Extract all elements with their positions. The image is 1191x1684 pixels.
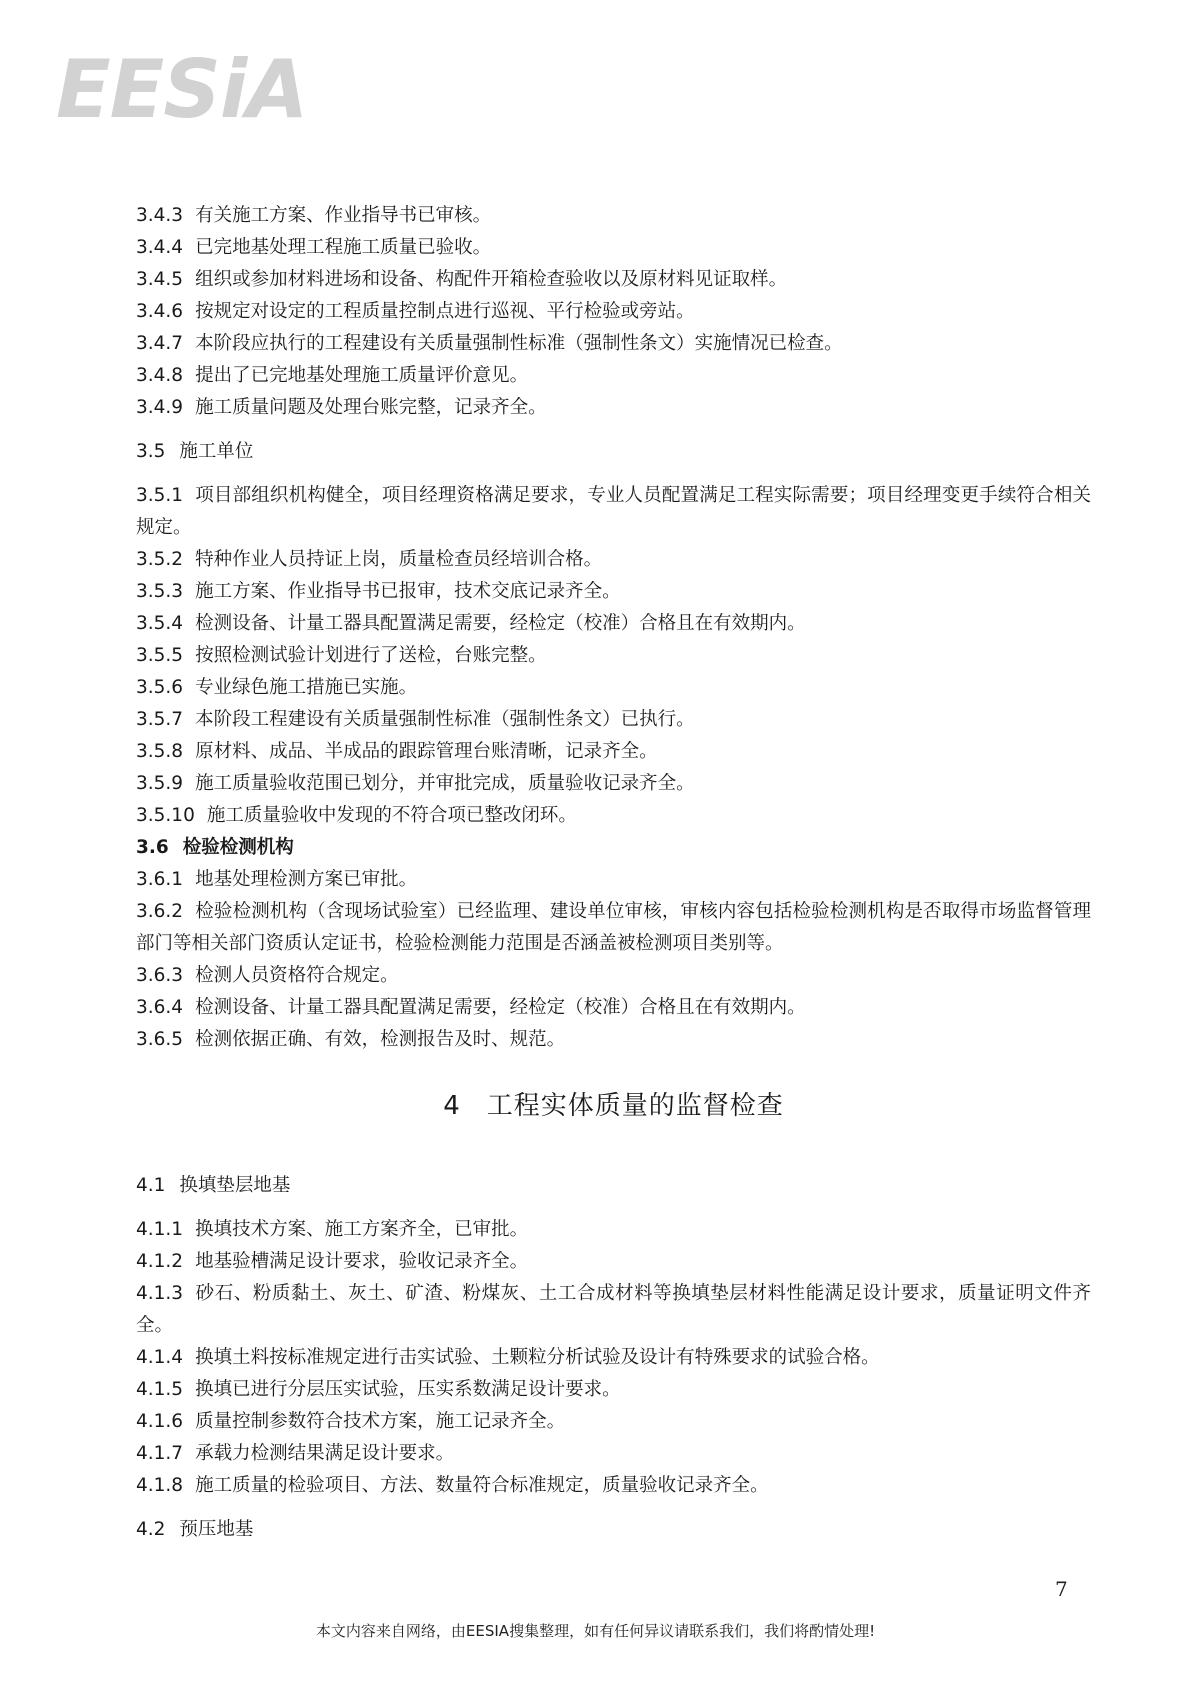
clause-3-4-8: 3.4.8 提出了已完地基处理施工质量评价意见。 xyxy=(136,365,529,386)
clause-4-1-3: 4.1.3 砂石、粉质黏土、灰土、矿渣、粉煤灰、土工合成材料等换填垫层材料性能满足设计要求，质量证明文件齐全。 xyxy=(136,1283,1091,1336)
clause-4-1-8: 4.1.8 施工质量的检验项目、方法、数量符合标准规定，质量验收记录齐全。 xyxy=(136,1475,769,1496)
section-heading-3-6: 3.6 检验检测机构 xyxy=(136,837,294,858)
clause-4-1-5: 4.1.5 换填已进行分层压实试验，压实系数满足设计要求。 xyxy=(136,1379,621,1400)
clause-4-1-2: 4.1.2 地基验槽满足设计要求，验收记录齐全。 xyxy=(136,1251,529,1272)
clause-3-5-5: 3.5.5 按照检测试验计划进行了送检，台账完整。 xyxy=(136,645,547,666)
footer-disclaimer: 本文内容来自网络，由EESIA搜集整理，如有任何异议请联系我们，我们将酌情处理! xyxy=(315,1622,876,1640)
clause-list-3-6 xyxy=(136,864,1091,1056)
clause-3-6-3: 3.6.3 检测人员资格符合规定。 xyxy=(136,965,399,986)
eesia-logo: EESiA xyxy=(56,43,308,136)
clause-3-5-1: 3.5.1 项目部组织机构健全，项目经理资格满足要求，专业人员配置满足工程实际需要；项目经理变更手续符合相关规定。 xyxy=(136,485,1091,538)
clause-4-1-1: 4.1.1 换填技术方案、施工方案齐全，已审批。 xyxy=(136,1219,529,1240)
clause-3-4-3: 3.4.3 有关施工方案、作业指导书已审核。 xyxy=(136,205,492,226)
clause-3-5-2: 3.5.2 特种作业人员持证上岗，质量检查员经培训合格。 xyxy=(136,549,603,570)
clause-4-1-7: 4.1.7 承载力检测结果满足设计要求。 xyxy=(136,1443,455,1464)
clause-3-4-9: 3.4.9 施工质量问题及处理台账完整，记录齐全。 xyxy=(136,397,547,418)
clause-3-6-1: 3.6.1 地基处理检测方案已审批。 xyxy=(136,869,418,890)
clause-3-5-6: 3.5.6 专业绿色施工措施已实施。 xyxy=(136,677,418,698)
clause-3-5-4: 3.5.4 检测设备、计量工器具配置满足需要，经检定（校准）合格且在有效期内。 xyxy=(136,613,806,634)
clause-3-5-3: 3.5.3 施工方案、作业指导书已报审，技术交底记录齐全。 xyxy=(136,581,621,602)
clause-4-1-6: 4.1.6 质量控制参数符合技术方案，施工记录齐全。 xyxy=(136,1411,566,1432)
clause-3-4-4: 3.4.4 已完地基处理工程施工质量已验收。 xyxy=(136,237,492,258)
clause-3-6-4: 3.6.4 检测设备、计量工器具配置满足需要，经检定（校准）合格且在有效期内。 xyxy=(136,997,806,1018)
clause-3-4-7: 3.4.7 本阶段应执行的工程建设有关质量强制性标准（强制性条文）实施情况已检查。 xyxy=(136,333,843,354)
section-heading-3-5: 3.5 施工单位 xyxy=(136,441,254,462)
clause-3-6-5: 3.6.5 检测依据正确、有效，检测报告及时、规范。 xyxy=(136,1029,566,1050)
clause-3-5-10: 3.5.10 施工质量验收中发现的不符合项已整改闭环。 xyxy=(136,805,577,826)
clause-3-6-2: 3.6.2 检验检测机构（含现场试验室）已经监理、建设单位审核，审核内容包括检验检测机构是否取得市场监督管理部门等相关部门资质认定证书，检验检测能力范围是否涵盖被检测项目类别等。 xyxy=(136,901,1091,954)
section-heading-4-1: 4.1 换填垫层地基 xyxy=(136,1175,291,1196)
clause-3-5-7: 3.5.7 本阶段工程建设有关质量强制性标准（强制性条文）已执行。 xyxy=(136,709,695,730)
page-number: 7 xyxy=(1055,1577,1068,1601)
clause-list-3-4 xyxy=(136,200,1091,424)
clause-3-4-6: 3.4.6 按规定对设定的工程质量控制点进行巡视、平行检验或旁站。 xyxy=(136,301,695,322)
clause-3-5-9: 3.5.9 施工质量验收范围已划分，并审批完成，质量验收记录齐全。 xyxy=(136,773,695,794)
clause-4-1-4: 4.1.4 换填土料按标准规定进行击实试验、土颗粒分析试验及设计有特殊要求的试验合格。 xyxy=(136,1347,880,1368)
clause-3-5-8: 3.5.8 原材料、成品、半成品的跟踪管理台账清晰，记录齐全。 xyxy=(136,741,658,762)
chapter-heading-4: 4 工程实体质量的监督检查 xyxy=(443,1091,784,1121)
clause-list-4-1 xyxy=(136,1214,1091,1502)
document-body xyxy=(136,200,1091,1546)
section-heading-4-2: 4.2 预压地基 xyxy=(136,1519,254,1540)
clause-list-3-5 xyxy=(136,480,1091,832)
clause-3-4-5: 3.4.5 组织或参加材料进场和设备、构配件开箱检查验收以及原材料见证取样。 xyxy=(136,269,788,290)
